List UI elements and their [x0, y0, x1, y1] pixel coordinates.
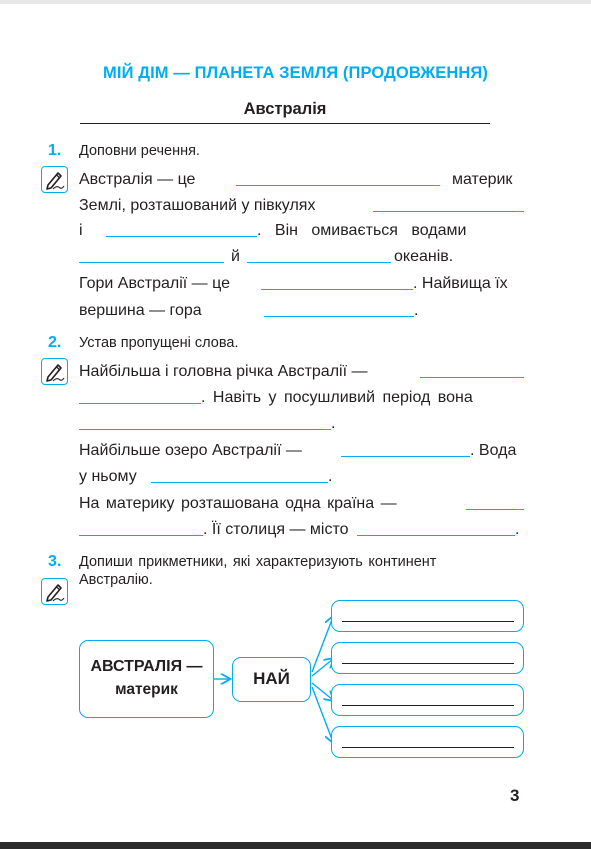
- text-fragment: у ньому: [79, 468, 137, 485]
- adjective-answer-box-4[interactable]: [331, 726, 524, 758]
- task-1-instruction: Доповни речення.: [79, 143, 200, 159]
- text-fragment: материк: [452, 171, 513, 188]
- task-2-number: 2.: [48, 334, 62, 351]
- text-fragment: Гори Австралії — це: [79, 275, 230, 292]
- text-fragment: .: [414, 302, 419, 319]
- text-fragment: й: [231, 248, 240, 265]
- text-fragment: . Він омивається водами: [257, 222, 467, 239]
- page-bottom-edge: [0, 842, 591, 849]
- answer-blank[interactable]: [342, 663, 514, 664]
- text-fragment: . Її столиця — місто: [203, 521, 349, 538]
- arrow-to-answer-1: [312, 617, 333, 672]
- adjective-answer-box-1[interactable]: [331, 600, 524, 632]
- arrow-to-answer-2: [312, 659, 333, 676]
- arrow-to-answer-4: [312, 687, 333, 742]
- task-2-instruction: Устав пропущені слова.: [79, 335, 239, 351]
- text-fragment: Найбільша і головна річка Австралії —: [79, 363, 368, 380]
- australia-box-subtitle: материк: [115, 681, 178, 698]
- text-fragment: Землі, розташований у півкулях: [79, 197, 316, 214]
- text-fragment: .: [328, 468, 333, 485]
- text-fragment: океанів.: [394, 248, 454, 265]
- text-fragment: . Вода: [470, 442, 517, 459]
- text-fragment: .: [515, 521, 520, 538]
- arrow-to-answer-3: [312, 683, 333, 700]
- task-3-instruction-line-1: Допиши прикметники, які характеризують континент: [79, 554, 437, 570]
- text-fragment: Найбільше озеро Австралії —: [79, 442, 302, 459]
- adjective-answer-box-2[interactable]: [331, 642, 524, 674]
- australia-box: [79, 640, 214, 718]
- answer-blank[interactable]: [342, 621, 514, 622]
- task-3-number: 3.: [48, 553, 62, 570]
- task-3-instruction-line-2: Австралію.: [79, 572, 153, 588]
- adjective-answer-box-3[interactable]: [331, 684, 524, 716]
- text-fragment: .: [331, 415, 336, 432]
- answer-blank[interactable]: [342, 747, 514, 748]
- text-fragment: і: [79, 222, 83, 239]
- section-subtitle: Австралія: [80, 100, 490, 124]
- nai-box: НАЙ: [232, 657, 311, 702]
- text-fragment: . Найвища їх: [413, 275, 508, 292]
- page-number: 3: [510, 786, 520, 805]
- answer-blank[interactable]: [342, 705, 514, 706]
- australia-box-title: АВСТРАЛІЯ —: [90, 658, 203, 675]
- page-title: МІЙ ДІМ — ПЛАНЕТА ЗЕМЛЯ (ПРОДОВЖЕННЯ): [103, 64, 488, 82]
- text-fragment: вершина — гора: [79, 302, 202, 319]
- text-fragment: . Навіть у посушливий період вона: [201, 389, 473, 406]
- text-fragment: На материку розташована одна країна —: [79, 495, 397, 512]
- task-1-number: 1.: [48, 142, 62, 159]
- text-fragment: Австралія — це: [79, 171, 196, 188]
